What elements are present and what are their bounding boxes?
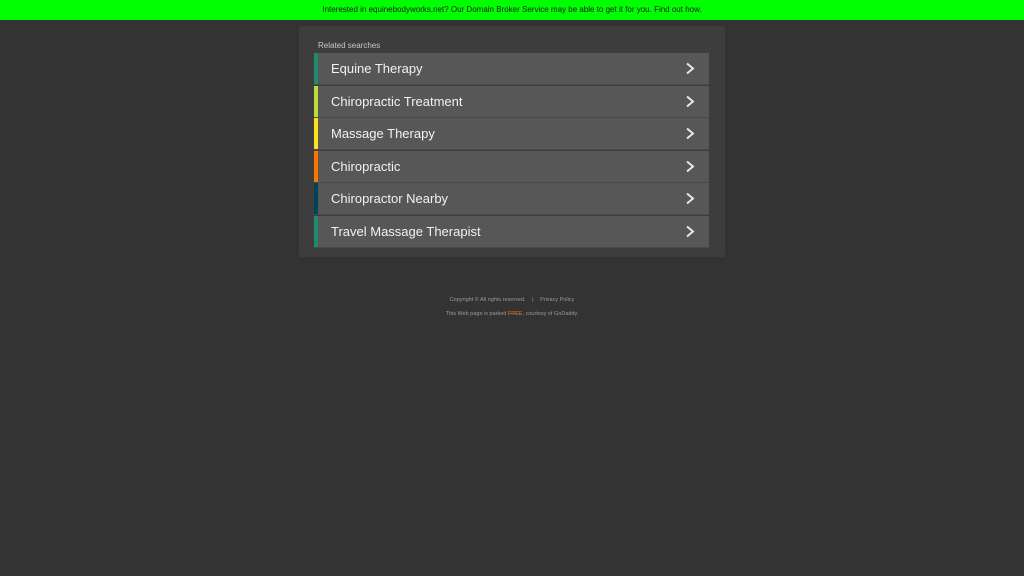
copyright-text: Copyright © All rights reserved.: [449, 297, 526, 303]
chevron-right-icon: [684, 62, 696, 75]
chevron-right-icon: [684, 127, 696, 140]
item-color-bar: [314, 118, 318, 149]
chevron-right-icon: [684, 225, 696, 238]
item-color-bar: [314, 86, 318, 117]
related-searches-heading: Related searches: [318, 41, 381, 50]
related-search-item-massage-therapy[interactable]: [314, 118, 709, 150]
banner-text[interactable]: Interested in equinebodyworks.net? Our Domain Broker Service may be able to get it for you. Find out how.: [322, 5, 702, 14]
privacy-policy-link[interactable]: Privacy Policy: [540, 297, 575, 303]
footer-copyright-line: [0, 297, 1024, 303]
footer-separator: |: [532, 297, 534, 303]
related-search-item-travel-massage-therapist[interactable]: [314, 216, 709, 248]
item-label: Travel Massage Therapist: [331, 223, 481, 239]
chevron-right-icon: [684, 192, 696, 205]
related-search-item-chiropractic-treatment[interactable]: [314, 86, 709, 118]
related-search-item-chiropractor-nearby[interactable]: [314, 183, 709, 215]
item-label: Chiropractic: [331, 158, 401, 174]
related-searches-list: [314, 53, 709, 249]
item-color-bar: [314, 151, 318, 182]
related-search-item-chiropractic[interactable]: [314, 151, 709, 183]
parked-suffix: , courtesy of GoDaddy.: [522, 311, 579, 317]
domain-broker-banner[interactable]: [0, 0, 1024, 20]
related-search-item-equine-therapy[interactable]: [314, 53, 709, 85]
item-label: Chiropractor Nearby: [331, 191, 449, 207]
item-color-bar: [314, 216, 318, 247]
chevron-right-icon: [684, 95, 696, 108]
item-label: Equine Therapy: [331, 61, 423, 76]
footer-parked-line: [0, 311, 1024, 317]
parked-prefix: This Web page is parked: [445, 311, 508, 317]
free-link[interactable]: FREE: [507, 311, 523, 317]
item-color-bar: [314, 53, 318, 84]
item-label: Massage Therapy: [331, 126, 435, 142]
item-label: Chiropractic Treatment: [331, 93, 463, 109]
chevron-right-icon: [684, 160, 696, 173]
item-color-bar: [314, 183, 318, 214]
related-searches-panel: [299, 26, 725, 257]
